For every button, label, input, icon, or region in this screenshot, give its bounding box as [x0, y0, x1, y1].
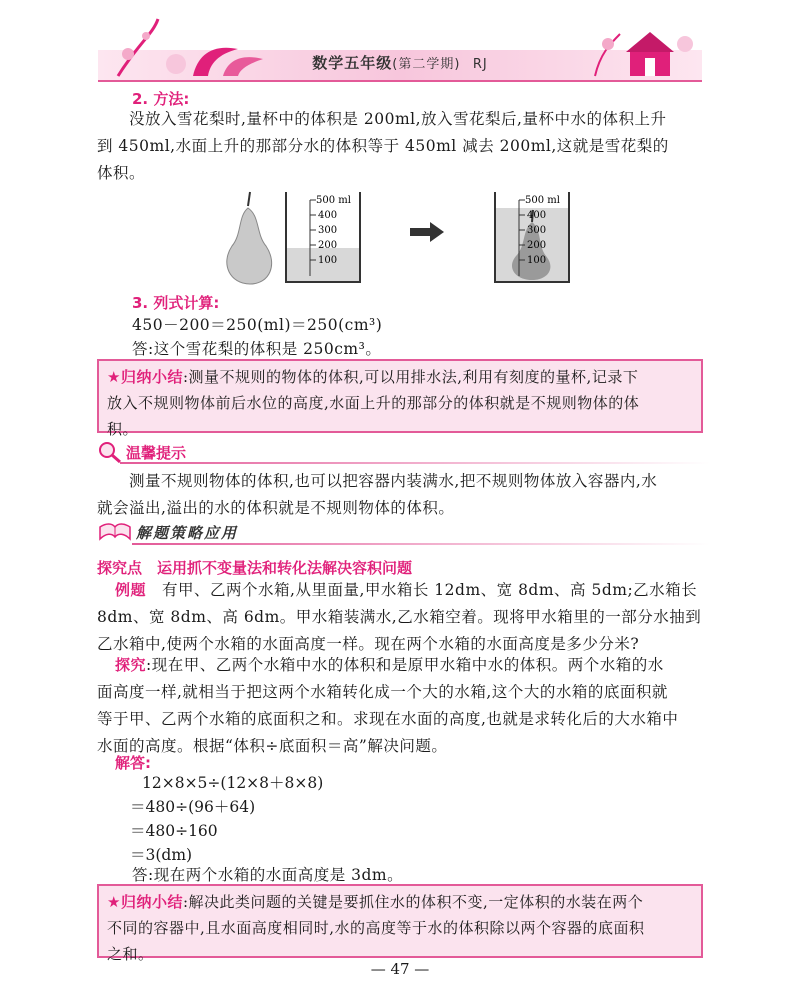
method-paragraph [97, 106, 717, 187]
method-line: 体积。 [97, 164, 146, 182]
displacement-figure [210, 186, 590, 290]
pear-illustration [227, 192, 272, 284]
tick-label: 100 [527, 255, 547, 266]
explore-line: :现在甲、乙两个水箱中水的体积和是原甲水箱中水的体积。两个水箱的水 [146, 656, 664, 674]
summary-line: 积。 [107, 420, 139, 438]
method-heading: 2. 方法: [132, 90, 190, 108]
solution-step: ＝3(dm) [130, 846, 193, 864]
tick-label: 400 [527, 210, 547, 221]
beaker-before [286, 192, 360, 282]
magnifier-icon [98, 441, 122, 463]
arrow-icon [410, 222, 444, 242]
strategy-title: 解题策略应用 [136, 524, 239, 542]
summary-line: 放入不规则物体前后水位的高度,水面上升的那部分的体积就是不规则物体的体 [107, 394, 640, 412]
solution-answer: 答:现在两个水箱的水面高度是 3dm。 [132, 866, 404, 884]
summary-line: 不同的容器中,且水面高度相同时,水的高度等于水的体积除以两个容器的底面积 [107, 919, 645, 937]
beaker-capacity-label: 500 ml [525, 195, 560, 206]
explore-line: 等于甲、乙两个水箱的底面积之和。求现在水面的高度,也就是求转化后的大水箱中 [97, 710, 679, 728]
explore-point-heading: 探究点 运用抓不变量法和转化法解决容积问题 [97, 559, 413, 577]
summary-label: ★归纳小结 [107, 368, 183, 386]
method-line: 到 450ml,水面上升的那部分水的体积等于 450ml 减去 200ml,这就是雪花梨的 [97, 137, 669, 155]
solution-step: ＝480÷(96＋64) [130, 798, 256, 816]
summary-box-2 [97, 884, 703, 963]
calc-answer: 答:这个雪花梨的体积是 250cm³。 [132, 340, 382, 358]
tick-label: 200 [318, 240, 338, 251]
example-line: 8dm、宽 8dm、高 6dm。甲水箱装满水,乙水箱空着。现将甲水箱里的一部分水抽到 [97, 608, 702, 626]
solution-step: ＝480÷160 [130, 822, 218, 840]
explore-line: 水面的高度。根据“体积÷底面积＝高”解决问题。 [97, 737, 448, 755]
book-term: (第二学期) [392, 57, 461, 72]
tick-label: 400 [318, 210, 338, 221]
page-number: — 47 — [370, 960, 430, 978]
solution-label: 解答: [115, 754, 151, 772]
tip-line: 测量不规则物体的体积,也可以把容器内装满水,把不规则物体放入容器内,水 [129, 472, 658, 490]
book-edition: RJ [472, 57, 488, 72]
calc-heading: 3. 列式计算: [132, 294, 220, 312]
tip-paragraph [97, 468, 717, 522]
tick-label: 300 [318, 225, 338, 236]
tick-label: 200 [527, 240, 547, 251]
summary-line: :测量不规则的物体的体积,可以用排水法,利用有刻度的量杯,记录下 [182, 368, 639, 386]
summary-line: :解决此类问题的关键是要抓住水的体积不变,一定体积的水装在两个 [182, 893, 644, 911]
tick-label: 300 [527, 225, 547, 236]
solution-step: 12×8×5÷(12×8＋8×8) [142, 774, 324, 792]
tip-line: 就会溢出,溢出的水的体积就是不规则物体的体积。 [97, 499, 455, 517]
calc-formula: 450－200＝250(ml)＝250(cm³) [132, 316, 383, 334]
beaker-after [495, 192, 569, 282]
explore-line: 面高度一样,就相当于把这两个水箱转化成一个大的水箱,这个大的水箱的底面积就 [97, 683, 668, 701]
example-line: 乙水箱中,使两个水箱的水面高度一样。现在两个水箱的水面高度是多少分米? [97, 635, 640, 653]
summary-label: ★归纳小结 [107, 893, 183, 911]
explore-label: 探究 [115, 656, 147, 674]
summary-box-1 [97, 359, 703, 438]
summary-line: 之和。 [107, 945, 154, 963]
tip-title: 温馨提示 [126, 444, 187, 462]
solution-steps [130, 771, 323, 867]
strategy-rule [132, 543, 710, 545]
example-line: 有甲、乙两个水箱,从里面量,甲水箱长 12dm、宽 8dm、高 5dm;乙水箱长 [146, 581, 698, 599]
header-title [0, 52, 800, 73]
book-title: 数学五年级 [312, 54, 393, 72]
method-line: 没放入雪花梨时,量杯中的体积是 200ml,放入雪花梨后,量杯中水的体积上升 [129, 110, 667, 128]
open-book-icon [98, 521, 132, 543]
explore-paragraph [97, 652, 717, 760]
beaker-capacity-label: 500 ml [316, 195, 351, 206]
example-paragraph [97, 577, 717, 658]
header-rule [98, 80, 702, 82]
tip-rule [120, 462, 710, 464]
example-label: 例题 [115, 581, 147, 599]
tick-label: 100 [318, 255, 338, 266]
